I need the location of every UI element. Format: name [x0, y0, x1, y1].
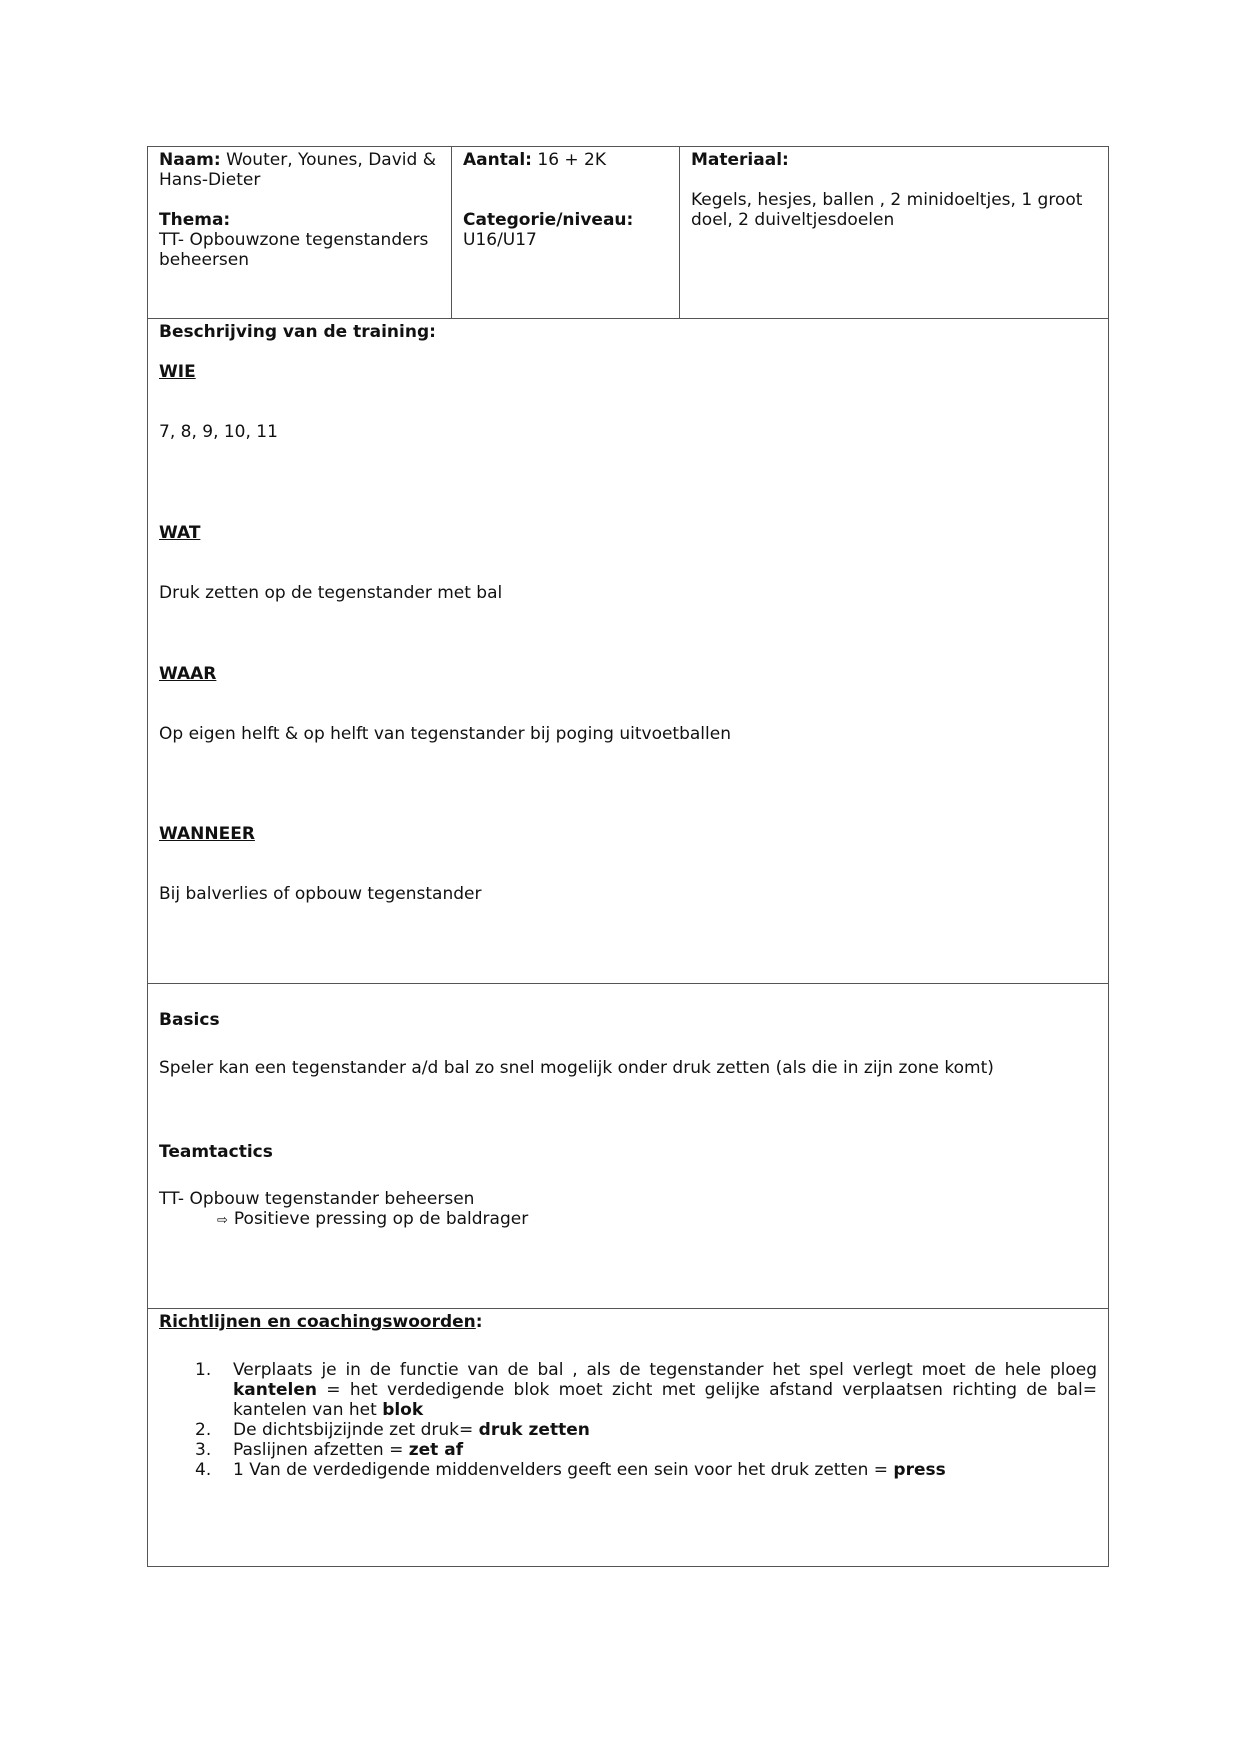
aantal-value: 16 + 2K	[537, 150, 607, 170]
naam-label: Naam:	[159, 150, 221, 170]
teamtactics-line: TT- Opbouw tegenstander beheersen	[159, 1189, 475, 1209]
categorie-label: Categorie/niveau:	[463, 210, 634, 230]
list-number: 4.	[195, 1460, 212, 1480]
basics-title: Basics	[159, 1010, 220, 1030]
beschrijving-row	[148, 319, 1108, 984]
categorie-value: U16/U17	[463, 230, 537, 250]
thema-label: Thema:	[159, 210, 231, 230]
richtlijnen-heading	[159, 1312, 1097, 1332]
list-item	[159, 1440, 1097, 1460]
training-form	[147, 146, 1109, 1567]
aantal-label: Aantal:	[463, 150, 532, 170]
list-text: 1 Van de verdedigende middenvelders geeft een sein voor het druk zetten =	[233, 1460, 894, 1480]
teamtactics-title: Teamtactics	[159, 1142, 273, 1162]
wanneer-value: Bij balverlies of opbouw tegenstander	[159, 884, 482, 904]
aantal-categorie-cell	[452, 147, 680, 318]
wanneer-label: WANNEER	[159, 824, 255, 844]
list-item	[159, 1460, 1097, 1480]
richtlijnen-list-wrap	[159, 1360, 1097, 1480]
richtlijnen-row	[148, 1309, 1108, 1566]
list-number: 3.	[195, 1440, 212, 1460]
materiaal-value: Kegels, hesjes, ballen , 2 minidoeltjes, 1 groot doel, 2 duiveltjesdoelen	[691, 190, 1083, 230]
basics-text: Speler kan een tegenstander a/d bal zo snel mogelijk onder druk zetten (als die in zijn zone komt)	[159, 1058, 994, 1078]
basics-row	[148, 984, 1108, 1309]
list-bold: druk zetten	[478, 1420, 590, 1440]
waar-value: Op eigen helft & op helft van tegenstander bij poging uitvoetballen	[159, 724, 731, 744]
list-text: De dichtsbijzijnde zet druk=	[233, 1420, 479, 1440]
wie-label: WIE	[159, 362, 196, 382]
list-text: Paslijnen afzetten =	[233, 1440, 409, 1460]
naam-value: Wouter, Younes, David & Hans-Dieter	[159, 150, 436, 190]
list-item	[159, 1420, 1097, 1440]
teamtactics-sub	[159, 1209, 1097, 1231]
beschrijving-title: Beschrijving van de training:	[159, 322, 436, 342]
waar-label: WAAR	[159, 664, 217, 684]
list-bold: zet af	[408, 1440, 464, 1460]
list-bold: press	[893, 1460, 946, 1480]
richtlijnen-title: Richtlijnen en coachingswoorden	[159, 1312, 476, 1332]
list-bold: blok	[382, 1400, 424, 1420]
wat-label: WAT	[159, 523, 201, 543]
wie-value: 7, 8, 9, 10, 11	[159, 422, 278, 442]
thema-value: TT- Opbouwzone tegenstanders beheersen	[159, 230, 429, 270]
wat-value: Druk zetten op de tegenstander met bal	[159, 583, 503, 603]
teamtactics-sub-text: Positieve pressing op de baldrager	[233, 1209, 529, 1229]
arrow-right-icon: ⇨	[217, 1213, 228, 1228]
header-row	[148, 147, 1108, 319]
materiaal-label: Materiaal:	[691, 150, 789, 170]
richtlijnen-list	[159, 1360, 1097, 1480]
materiaal-cell	[680, 147, 1108, 318]
naam-thema-cell	[148, 147, 452, 318]
list-text: Verplaats je in de functie van de bal , als de tegenstander het spel verlegt moet de hele ploeg	[233, 1360, 1097, 1380]
list-number: 1.	[195, 1360, 212, 1380]
list-number: 2.	[195, 1420, 212, 1440]
list-bold: kantelen	[233, 1380, 317, 1400]
richtlijnen-colon: :	[475, 1312, 483, 1332]
list-item	[159, 1360, 1097, 1420]
list-text: = het verdedigende blok moet zicht met gelijke afstand verplaatsen richting de bal= kantelen van het	[233, 1380, 1097, 1420]
